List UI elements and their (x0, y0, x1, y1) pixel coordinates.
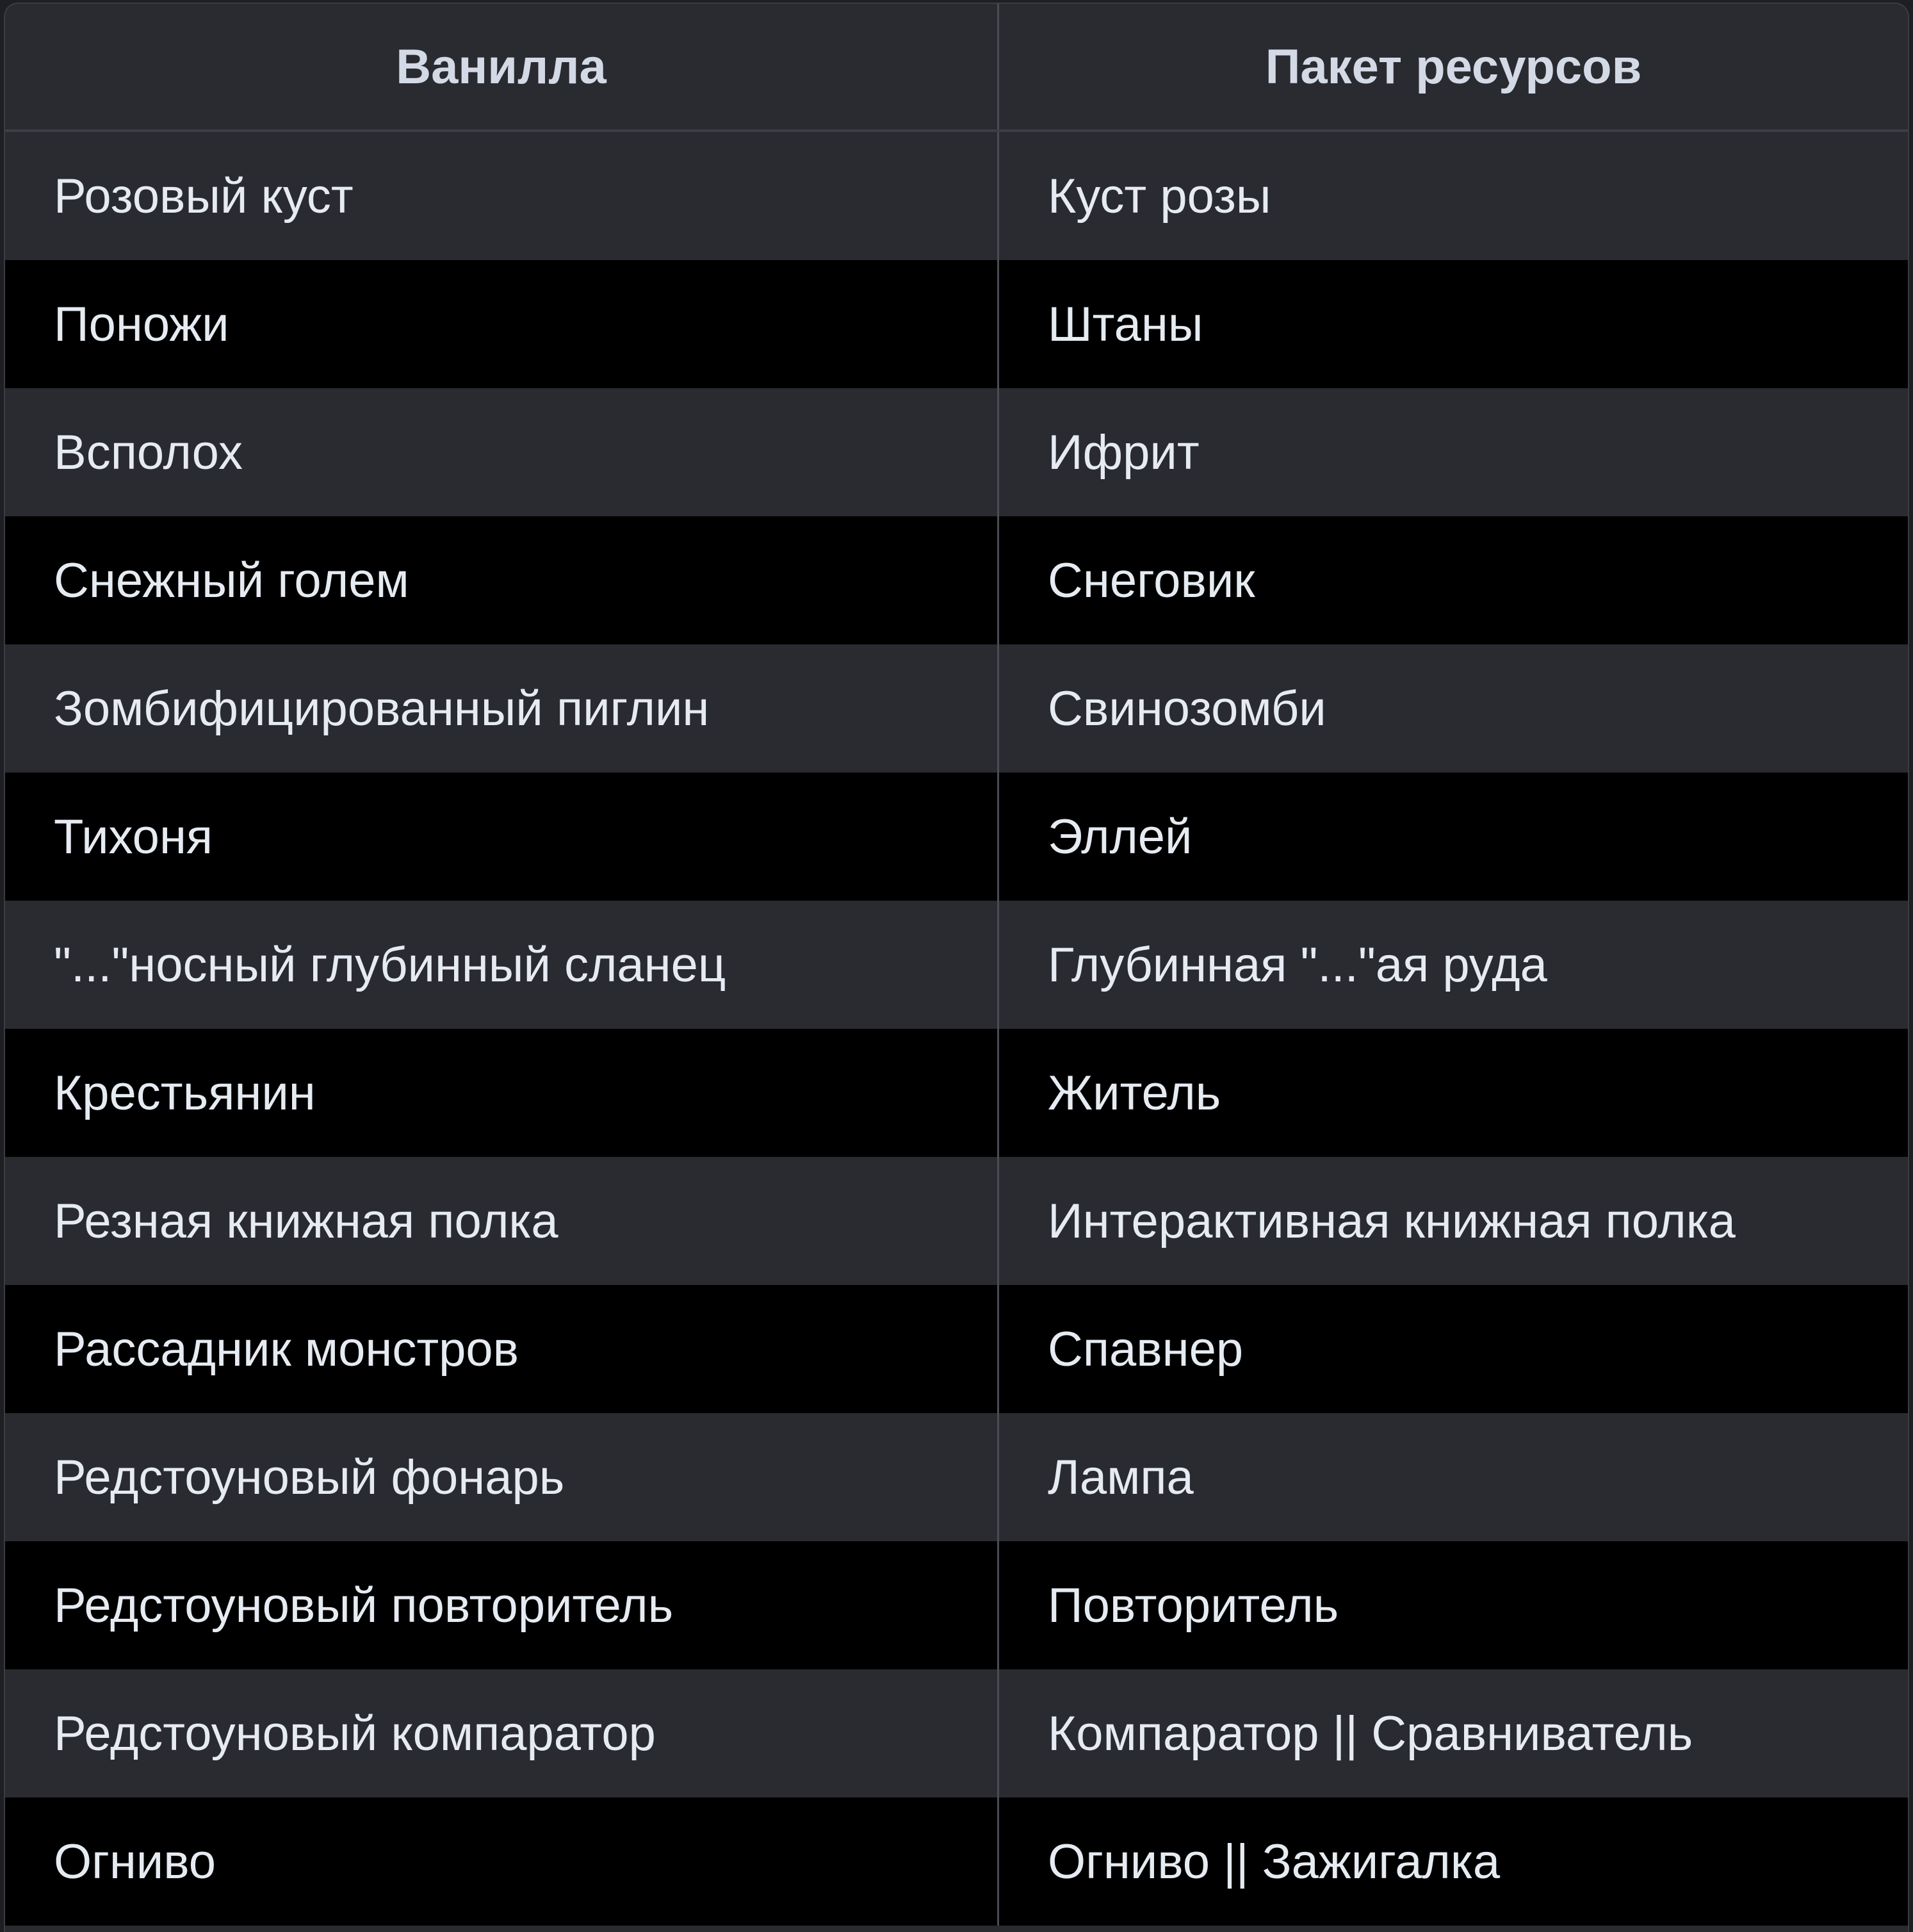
vanilla-cell: Зомбифицированный пиглин (5, 644, 999, 773)
pack-cell: Лампа (1048, 1450, 1194, 1505)
vanilla-cell: Тихоня (5, 773, 999, 901)
pack-cell: Глубинная "..."ая руда (1048, 937, 1547, 992)
table-row (5, 388, 1908, 516)
vanilla-cell: Редстоуновый фонарь (5, 1413, 999, 1541)
vanilla-cell: Всполох (5, 388, 999, 516)
pack-cell: Повторитель (1048, 1578, 1339, 1633)
table-row (5, 1285, 1908, 1413)
table-row (5, 1157, 1908, 1285)
vanilla-cell: Редстоуновый повторитель (5, 1541, 999, 1669)
pack-cell: Житель (1048, 1065, 1221, 1120)
header-resource-pack: Пакет ресурсов (1265, 39, 1642, 94)
pack-cell: Штаны (1048, 297, 1203, 352)
table-row (5, 1797, 1908, 1926)
table-row (5, 1029, 1908, 1157)
vanilla-cell: Резная книжная полка (5, 1157, 999, 1285)
table-header (5, 4, 1908, 132)
table-row (5, 901, 1908, 1029)
vanilla-cell: "..."носный глубинный сланец (5, 901, 999, 1029)
table-row (5, 1541, 1908, 1669)
header-vanilla: Ванилла (5, 4, 999, 129)
pack-cell: Интерактивная книжная полка (1048, 1193, 1736, 1248)
table-row (5, 1669, 1908, 1797)
pack-cell: Снеговик (1048, 553, 1255, 608)
pack-cell: Компаратор || Сравниватель (1048, 1706, 1693, 1761)
pack-cell: Эллей (1048, 809, 1193, 864)
table-row (5, 516, 1908, 644)
pack-cell: Ифрит (1048, 425, 1200, 480)
table-row (5, 132, 1908, 260)
vanilla-cell: Редстоуновый компаратор (5, 1669, 999, 1797)
vanilla-cell: Снежный голем (5, 516, 999, 644)
pack-cell: Свинозомби (1048, 681, 1326, 736)
comparison-table (4, 3, 1909, 1932)
pack-cell: Куст розы (1048, 168, 1271, 224)
vanilla-cell: Розовый куст (5, 132, 999, 260)
pack-cell: Огниво || Зажигалка (1048, 1834, 1501, 1889)
pack-cell: Спавнер (1048, 1322, 1244, 1377)
table-row (5, 260, 1908, 388)
table-row (5, 644, 1908, 773)
table-row (5, 1413, 1908, 1541)
vanilla-cell: Рассадник монстров (5, 1285, 999, 1413)
table-row (5, 773, 1908, 901)
vanilla-cell: Поножи (5, 260, 999, 388)
vanilla-cell: Огниво (5, 1797, 999, 1926)
vanilla-cell: Крестьянин (5, 1029, 999, 1157)
